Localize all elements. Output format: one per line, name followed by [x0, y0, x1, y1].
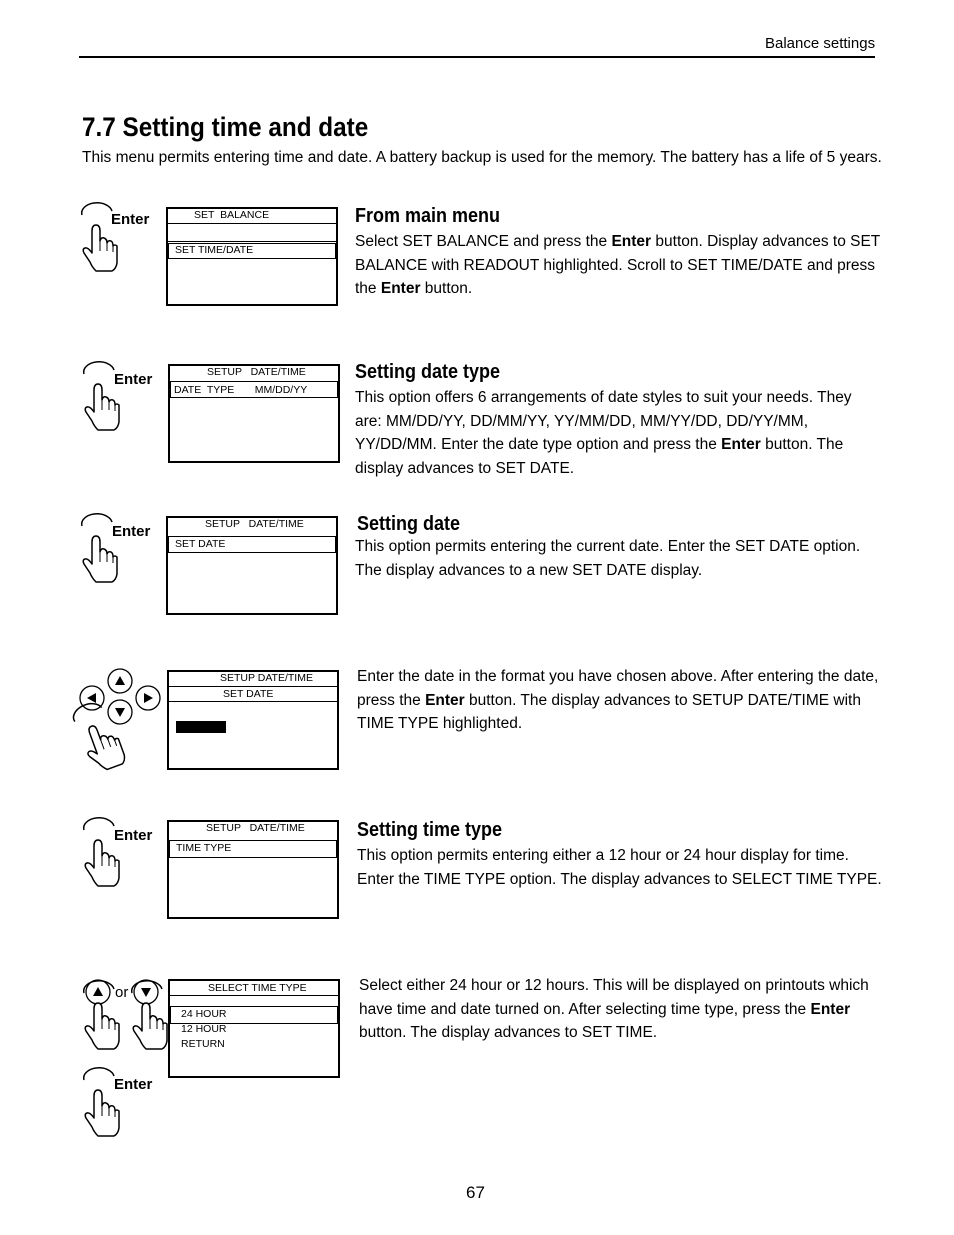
block-body: Enter the date in the format you have chosen above. After entering the date, press the Enter button. The display advances to SETUP DATE/TIME with TIME TYPE highlighted. — [357, 668, 879, 732]
lcd-line-2: 24 HOUR — [181, 1008, 227, 1020]
lcd-display — [168, 979, 340, 1078]
running-header: Balance settings — [765, 35, 876, 52]
lcd-line-1: SET BALANCE — [194, 209, 270, 221]
page-number: 67 — [466, 1183, 485, 1202]
or-label: or — [115, 984, 129, 1001]
lcd-line-2: TIME TYPE — [176, 842, 232, 854]
lcd-line-4: RETURN — [181, 1038, 225, 1050]
block-heading: From main menu — [355, 205, 501, 227]
lcd-line-1: SELECT TIME TYPE — [208, 982, 307, 994]
section-title: 7.7 Setting time and date — [82, 112, 369, 142]
block-heading: Setting time type — [357, 819, 503, 841]
lcd-display — [167, 820, 339, 919]
enter-label: Enter — [112, 523, 151, 540]
block-heading: Setting date — [357, 513, 461, 535]
lcd-display — [167, 670, 339, 770]
block-body: This option offers 6 arrangements of date styles to suit your needs. They are: MM/DD/YY, DD/MM/YY, YY/MM/DD, MM/YY/DD, DD/YY/MM, YY/DD/MM. Enter the date type option and press the Enter button. The display advances to SET DATE. — [355, 389, 852, 477]
header-rule — [79, 56, 875, 58]
block-body: This option permits entering either a 12 hour or 24 hour display for time. Enter the TIME TYPE option. The display advances to SELECT TIME TYPE. — [357, 847, 882, 888]
lcd-line-3: 12 HOUR — [181, 1023, 227, 1035]
block-heading: Setting date type — [355, 361, 501, 383]
lcd-line-2: SET TIME/DATE — [175, 244, 254, 256]
intro-text: This menu permits entering time and date. A battery backup is used for the memory. The battery has a life of 5 years. — [82, 149, 882, 166]
block-body: This option permits entering the current date. Enter the SET DATE option. The display advances to a new SET DATE display. — [355, 538, 861, 579]
lcd-display — [166, 207, 338, 306]
lcd-line-2: DATE TYPE MM/DD/YY — [174, 384, 308, 396]
lcd-cursor-block — [176, 721, 226, 733]
lcd-line-1: SETUP DATE/TIME — [205, 518, 304, 530]
enter-label: Enter — [114, 1076, 153, 1093]
lcd-display — [166, 516, 338, 615]
enter-label: Enter — [114, 827, 153, 844]
block-body: Select either 24 hour or 12 hours. This will be displayed on printouts which have time and date turned on. After selecting time type, press the Enter button. The display advances to SET TIME. — [359, 977, 869, 1041]
lcd-display — [168, 364, 340, 463]
block-body: Select SET BALANCE and press the Enter button. Display advances to SET BALANCE with READOUT highlighted. Scroll to SET TIME/DATE and press the Enter button. — [355, 233, 880, 297]
down-key-icon — [130, 977, 170, 1054]
enter-label: Enter — [111, 211, 150, 228]
lcd-line-1: SETUP DATE/TIME — [207, 366, 306, 378]
enter-label: Enter — [114, 371, 153, 388]
lcd-line-1: SETUP DATE/TIME — [220, 672, 313, 684]
arrow-keypad-icon — [78, 666, 168, 771]
lcd-line-2: SET DATE — [223, 688, 274, 700]
lcd-line-1: SETUP DATE/TIME — [206, 822, 305, 834]
lcd-line-2: SET DATE — [175, 538, 226, 550]
